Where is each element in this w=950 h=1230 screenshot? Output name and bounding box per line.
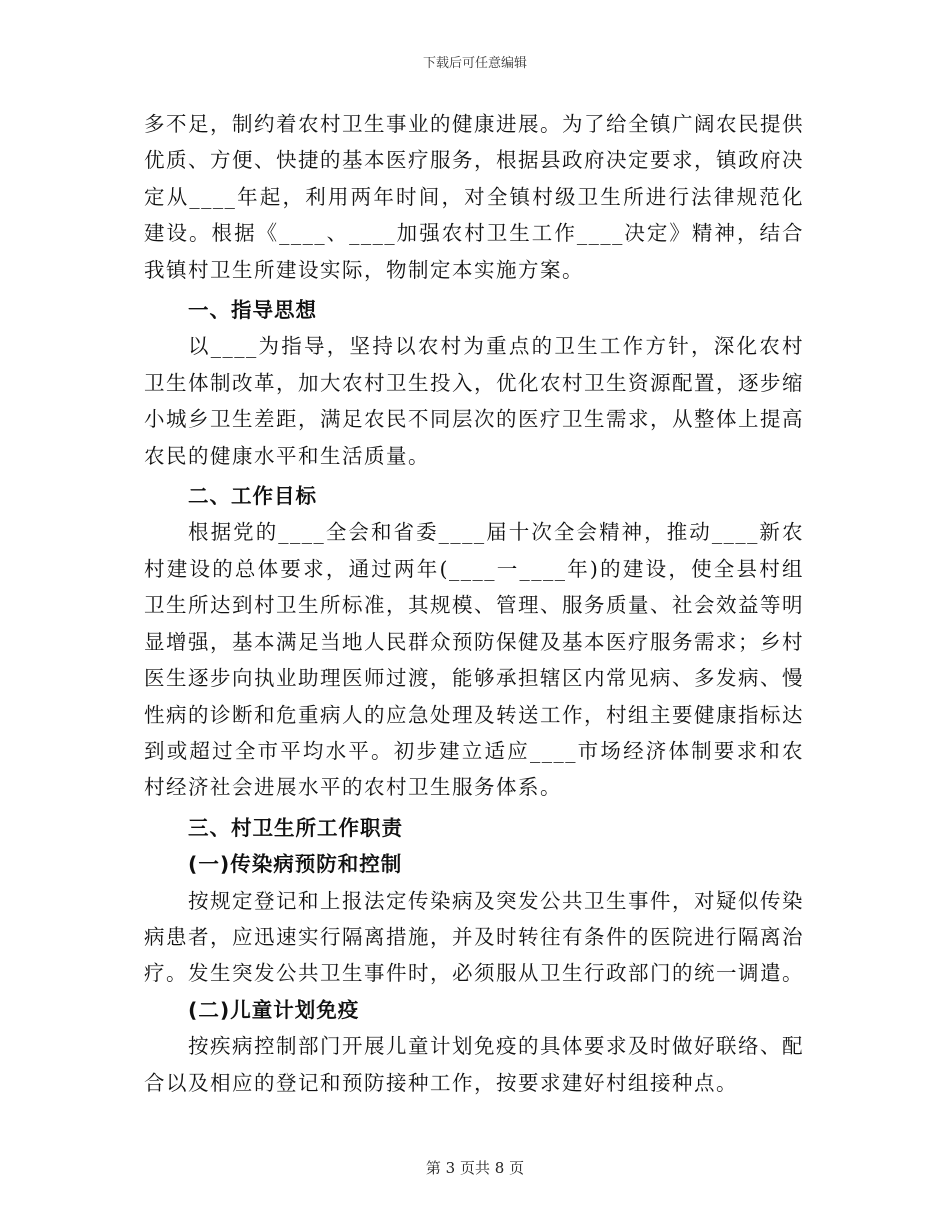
section-paragraph-work-goals: 根据党的____全会和省委____届十次全会精神，推动____新农村建设的总体要求，通过两年(____一____年)的建设，使全县村组卫生所达到村卫生所标准，其规模、管理、服务质量、社会效益等明显增强，基本满足当地人民群众预防保健及基本医疗服务需求；乡村医生逐步向执业助理医师过渡，能够承担辖区内常见病、多发病、慢性病的诊断和危重病人的应急处理及转送工作，村组主要健康指标达到或超过全市平均水平。初步建立适应____市场经济体制要求和农村经济社会进展水平的农村卫生服务体系。	[144, 520, 804, 800]
document-body	[144, 106, 804, 1101]
intro-paragraph: 多不足，制约着农村卫生事业的健康进展。为了给全镇广阔农民提供优质、方便、快捷的基本医疗服务，根据县政府决定要求，镇政府决定从____年起，利用两年时间，对全镇村级卫生所进行法律规范化建设。根据《____、____加强农村卫生工作____决定》精神，结合我镇村卫生所建设实际，物制定本实施方案。	[144, 112, 804, 282]
subsection-paragraph-immunization: 按疾病控制部门开展儿童计划免疫的具体要求及时做好联络、配合以及相应的登记和预防接种工作，按要求建好村组接种点。	[144, 1034, 804, 1095]
section-heading-work-goals: 二、工作目标	[188, 484, 317, 509]
page-header-note: 下载后可任意编辑	[422, 56, 527, 71]
section-heading-duties: 三、村卫生所工作职责	[188, 815, 403, 840]
subsection-heading-immunization: (二)儿童计划免疫	[188, 997, 360, 1022]
page-number: 第 3 页共 8 页	[425, 1159, 525, 1177]
subsection-heading-infectious-disease: (一)传染病预防和控制	[188, 852, 403, 877]
section-paragraph-guiding-thought: 以____为指导，坚持以农村为重点的卫生工作方针，深化农村卫生体制改革，加大农村卫生投入，优化农村卫生资源配置，逐步缩小城乡卫生差距，满足农民不同层次的医疗卫生需求，从整体上提高农民的健康水平和生活质量。	[144, 334, 804, 468]
subsection-paragraph-infectious-disease: 按规定登记和上报法定传染病及突发公共卫生事件，对疑似传染病患者，应迅速实行隔离措施，并及时转往有条件的医院进行隔离治疗。发生突发公共卫生事件时，必须服从卫生行政部门的统一调遣。	[144, 888, 804, 986]
section-heading-guiding-thought: 一、指导思想	[188, 298, 317, 323]
